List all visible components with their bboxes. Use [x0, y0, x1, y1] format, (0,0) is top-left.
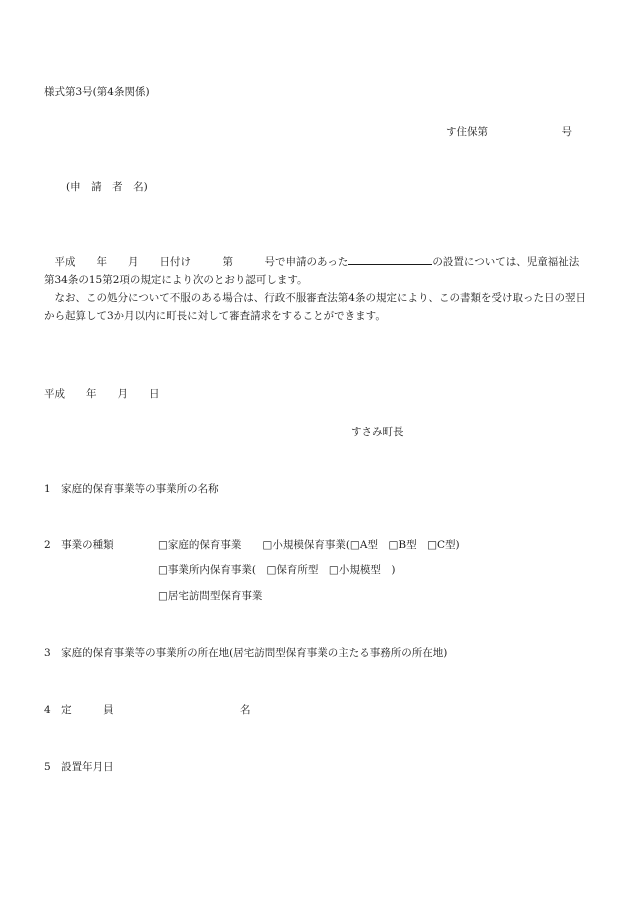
item-1-facility-name: 1 家庭的保育事業等の事業所の名称	[44, 483, 219, 495]
item-2-option-2: □事業所内保育事業( □保育所型 □小規模型 )	[158, 564, 396, 576]
approval-body	[44, 253, 589, 325]
issuer-name: すさみ町長	[351, 426, 404, 438]
facility-name-blank	[348, 254, 432, 265]
item-4-capacity-unit: 名	[240, 704, 251, 716]
document-number: す住保第 号	[446, 126, 572, 138]
issue-date: 平成 年 月 日	[44, 388, 160, 400]
form-number: 様式第3号(第4条関係)	[44, 86, 150, 98]
approval-text-after: の設置については、児童福祉法第34条の15第2項の規定により次のとおり認可します。	[44, 256, 580, 286]
item-2-option-3: □居宅訪問型保育事業	[158, 590, 263, 602]
item-2-option-1: □家庭的保育事業 □小規模保育事業(□A型 □B型 □C型)	[158, 539, 460, 551]
applicant-name: (申 請 者 名)	[66, 181, 148, 193]
item-3-location: 3 家庭的保育事業等の事業所の所在地(居宅訪問型保育事業の主たる事務所の所在地)	[44, 647, 448, 659]
item-2-label: 2 事業の種類	[44, 539, 114, 551]
item-5-established-date: 5 設置年月日	[44, 761, 114, 773]
item-4-capacity-label: 4 定 員	[44, 704, 114, 716]
appeal-notice-paragraph: なお、この処分について不服のある場合は、行政不服審査法第4条の規定により、この書類を受け取った日の翌日から起算して3か月以内に町長に対して審査請求をすることができます。	[44, 292, 586, 322]
approval-paragraph	[44, 253, 589, 289]
approval-text-before: 平成 年 月 日付け 第 号で申請のあった	[54, 256, 349, 268]
